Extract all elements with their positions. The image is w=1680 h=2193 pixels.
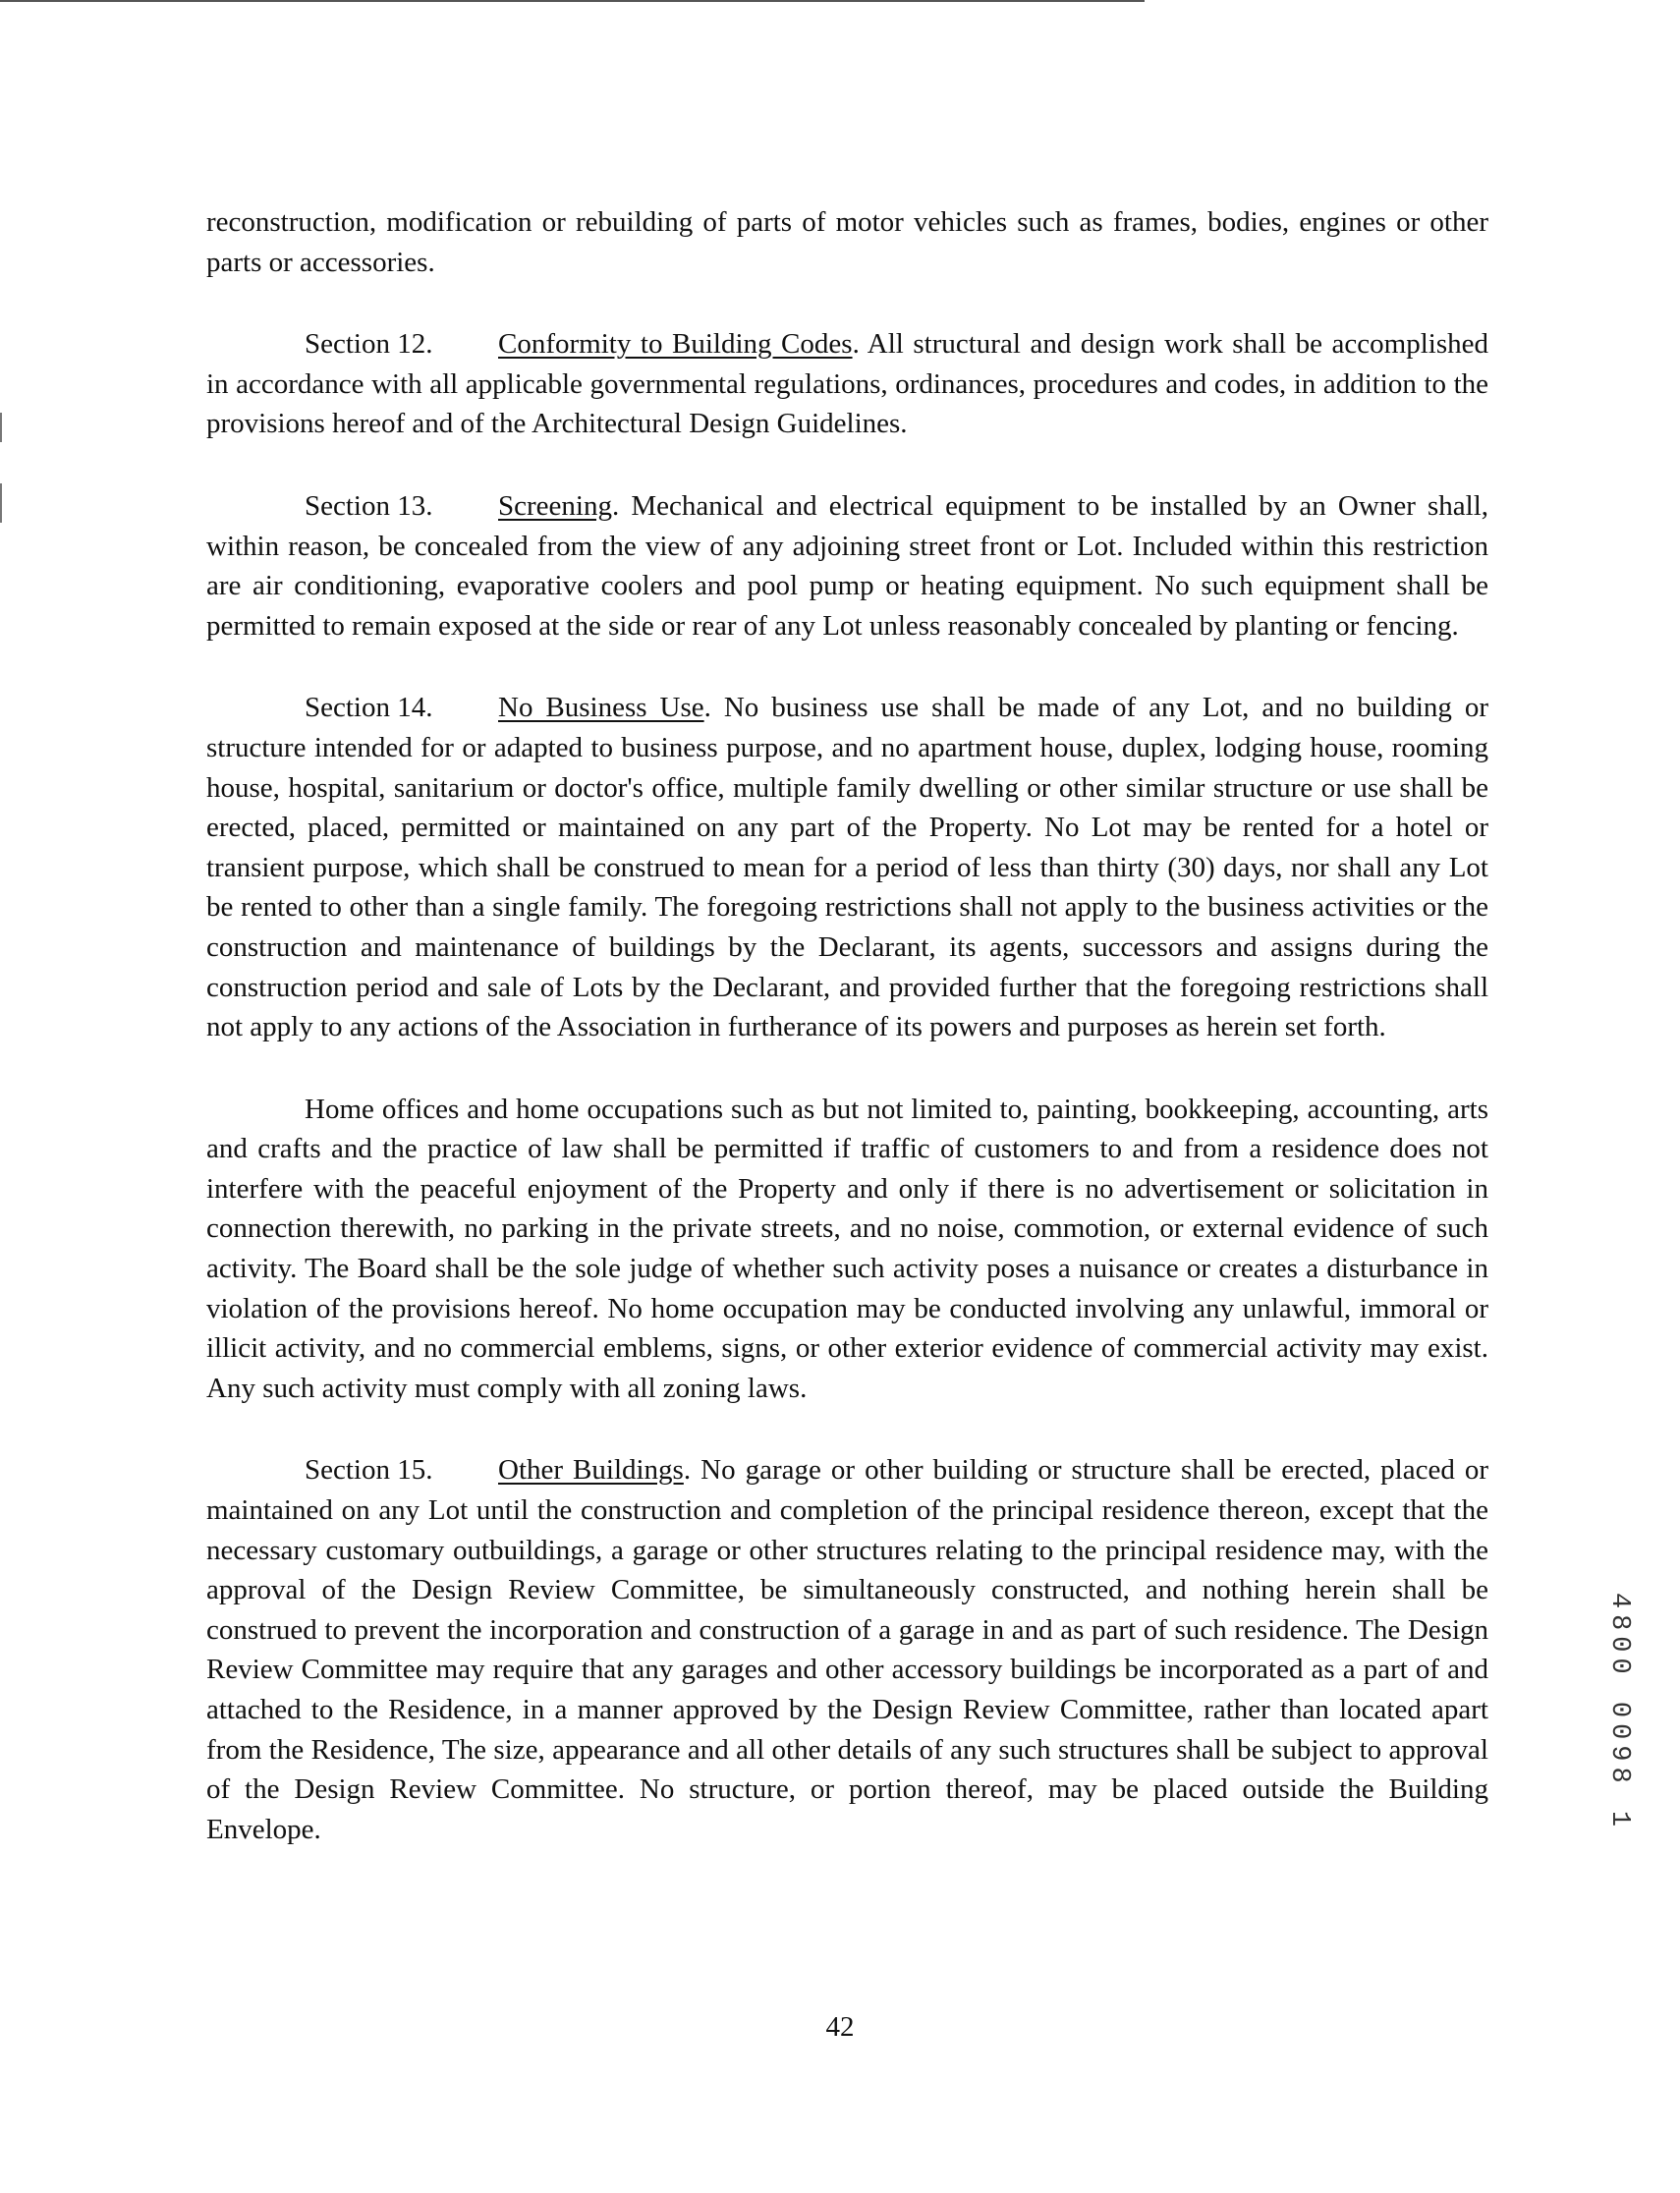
recording-number-stamp: [1599, 1590, 1639, 1835]
section-number: Section 12.: [305, 328, 433, 361]
section-number: Section 14.: [305, 692, 433, 724]
section-14-paragraph: [206, 688, 1488, 1046]
section-body: No garage or other building or structure shall be erected, placed or maintained on any Lot until the construction and completion of the principal residence thereon, except that the necessary customary outbuildings, a garage or other structures relating to the principal residence may, with the approval of the Design Review Committee, be simultaneously constructed, and nothing herein shall be construed to prevent the incorporation and construction of a garage in and as part of such residence. The Design Review Committee may require that any garages and other accessory buildings be incorporated as a part of and attached to the Residence, in a manner approved by the Design Review Committee, rather than located apart from the Residence, The size, appearance and all other details of any such structures shall be subject to approval of the Design Review Committee. No structure, or portion thereof, may be placed outside the Building Envelope.: [206, 1454, 1489, 1845]
section-title-period: .: [852, 328, 868, 361]
section-12-paragraph: [206, 324, 1488, 444]
section-body: All structural and design work shall be accomplished in accordance with all applicable governmental regulations, ordinances, procedures and codes, in addition to the provisions hereof and of the Architectural Design Guidelines.: [206, 328, 1488, 440]
section-title: No Business Use: [498, 692, 704, 724]
section-number: Section 15.: [305, 1454, 433, 1487]
scan-left-edge-mark: [0, 483, 2, 523]
recording-number-text: 4800 0098 1: [1604, 1592, 1634, 1833]
section-title: Screening: [498, 489, 612, 522]
document-body: [206, 202, 1488, 1891]
section-title-period: .: [703, 692, 724, 724]
section-title: Other Buildings: [498, 1454, 684, 1487]
section-title-period: .: [683, 1454, 701, 1487]
section-body: Mechanical and electrical equipment to be installed by an Owner shall, within reason, be concealed from the view of any adjoining street front or Lot. Included within this restriction are air conditioning, evaporative coolers and pool pump or heating equipment. No such equipment shall be permitted to remain exposed at the side or rear of any Lot unless reasonably concealed by planting or fencing.: [206, 489, 1489, 642]
page-number: 42: [825, 2011, 855, 2043]
section-title: Conformity to Building Codes: [498, 328, 853, 361]
home-offices-paragraph: Home offices and home occupations such as but not limited to, painting, bookkeeping, accounting, arts and crafts and the practice of law shall be permitted if traffic of customers to and from a residence does not interfere with the peaceful enjoyment of the Property and only if there is no advertisement or solicitation in connection therewith, no parking in the private streets, and no noise, commotion, or external evidence of such activity. The Board shall be the sole judge of whether such activity poses a nuisance or creates a disturbance in violation of the provisions hereof. No home occupation may be conducted involving any unlawful, immoral or illicit activity, and no commercial emblems, signs, or other exterior evidence of commercial activity may exist. Any such activity must comply with all zoning laws.: [206, 1093, 1488, 1404]
section-13-paragraph: [206, 486, 1488, 646]
section-body: No business use shall be made of any Lot, and no building or structure intended for or adapted to business purpose, and no apartment house, duplex, lodging house, rooming house, hospital, sanitarium or doctor's office, multiple family dwelling or other similar structure or use shall be erected, placed, permitted or maintained on any part of the Property. No Lot may be rented for a hotel or transient purpose, which shall be construed to mean for a period of less than thirty (30) days, nor shall any Lot be rented to other than a single family. The foregoing restrictions shall not apply to the business activities or the construction and maintenance of buildings by the Declarant, its agents, successors and assigns during the construction period and sale of Lots by the Declarant, and provided further that the foregoing restrictions shall not apply to any actions of the Association in furtherance of its powers and purposes as herein set forth.: [206, 692, 1488, 1043]
section-15-paragraph: [206, 1450, 1488, 1849]
scan-left-edge-mark: [0, 413, 2, 442]
section-number: Section 13.: [305, 489, 433, 522]
continuation-paragraph: reconstruction, modification or rebuilding of parts of motor vehicles such as frames, bodies, engines or other parts or accessories.: [206, 206, 1488, 278]
section-title-period: .: [611, 489, 632, 522]
scan-top-edge-line: [0, 0, 1145, 2]
